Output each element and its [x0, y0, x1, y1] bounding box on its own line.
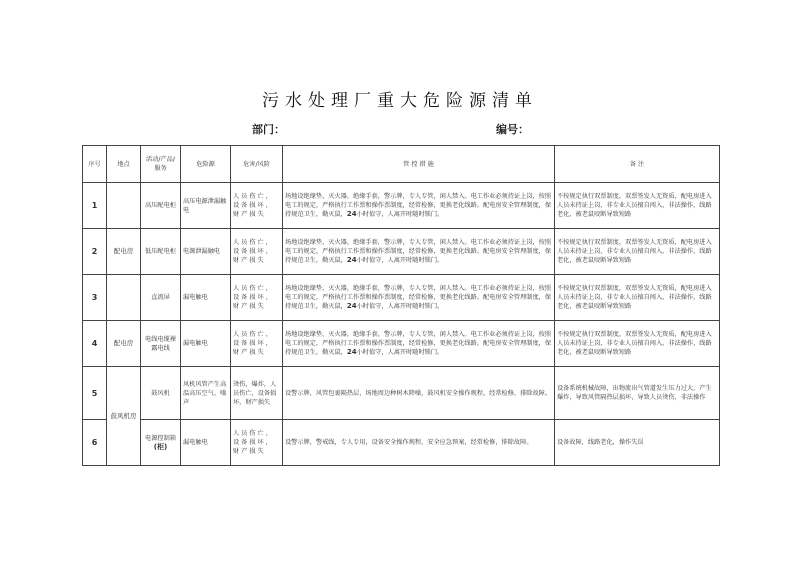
table-row [83, 321, 720, 367]
document-title: 污水处理厂重大危险源清单 [262, 91, 538, 111]
hazard-source-table [82, 145, 720, 466]
header-no: 序号 [83, 146, 107, 183]
row-risk: 烫伤，爆炸，人员伤亡，设备损坏，财产损失 [231, 367, 283, 420]
row-place: 配电房 [107, 321, 141, 367]
row-activity: 低压配电柜 [141, 229, 181, 275]
control-text-a: 场地设绝缘垫、灭火器，绝缘手套，警示牌，专人专管，闲人禁入。电工作业必须持证上岗，按照电工的规定，严格执行工作票和操作票制度，经常检修，更换老化线路。配电房安全管理制度，保持规范卫生，勤灭鼠， [285, 285, 552, 310]
row-hazard: 电源泄漏触电 [181, 229, 231, 275]
control-text-b: 24 [346, 302, 357, 310]
control-text-c: 小时值守，人离开时随时锁门。 [356, 303, 444, 310]
table-row [83, 229, 720, 275]
control-text-b: 24 [346, 348, 357, 356]
row-risk: 人员伤亡，设备损坏，财产损失 [231, 420, 283, 466]
row-note: 设备系统机械故障，出物流出气管道发生压力过大，产生爆炸，导致风管隔热层损坏，导致人员烫伤，非法操作 [555, 367, 720, 420]
row-place: 鼓风机房 [107, 367, 141, 466]
row-number: 6 [83, 420, 107, 466]
control-text-a: 场地设绝缘垫、灭火器，绝缘手套，警示牌，专人专管，闲人禁入。电工作业必须持证上岗，按照电工的规定，严格执行工作票和操作票制度，经常检修，更换老化线路。配电房安全管理制度，保持规范卫生，勤灭鼠， [285, 193, 552, 218]
table-header-row [83, 146, 720, 183]
row-number: 3 [83, 275, 107, 321]
row-place [107, 275, 141, 321]
header-controls: 管 控 措 施 [283, 146, 555, 183]
control-text-b: 24 [346, 256, 357, 264]
activity-text-a: 电源控制箱 [145, 434, 176, 442]
header-activity: 活动/产品/服务 [141, 146, 181, 183]
row-controls: 设警示牌，警戒线，专人专用，设备安全操作规程，安全应急预案，经常检修，排除故障。 [283, 420, 555, 466]
activity-text-b: (柜) [153, 442, 168, 451]
row-number: 4 [83, 321, 107, 367]
row-activity: 鼓风机 [141, 367, 181, 420]
row-risk: 人员伤亡，设备损坏，财产损失 [231, 229, 283, 275]
table-row [83, 183, 720, 229]
row-activity [141, 420, 181, 466]
control-text-a: 场地设绝缘垫、灭火器，绝缘手套，警示牌，专人专管，闲人禁入。电工作业必须持证上岗，按照电工的规定，严格执行工作票和操作票制度，经常检修，更换老化线路。配电房安全管理制度，保持规范卫生，勤灭鼠， [285, 331, 552, 356]
row-number: 2 [83, 229, 107, 275]
table-row [83, 420, 720, 466]
row-controls [283, 275, 555, 321]
row-controls [283, 321, 555, 367]
row-place [107, 183, 141, 229]
header-notes: 备 注 [555, 146, 720, 183]
header-risk: 危害/风险 [231, 146, 283, 183]
control-text-a: 场地设绝缘垫、灭火器，绝缘手套，警示牌，专人专管，闲人禁入。电工作业必须持证上岗，按照电工的规定，严格执行工作票和操作票制度，经常检修，更换老化线路。配电房安全管理制度，保持规范卫生，勤灭鼠， [285, 239, 552, 264]
control-text-b: 24 [346, 210, 357, 218]
row-number: 1 [83, 183, 107, 229]
row-place: 配电房 [107, 229, 141, 275]
row-controls: 设警示牌，风管包裹隔热层，场地周边种树木降噪，鼓风机安全操作规程，经常检修，排除故障。 [283, 367, 555, 420]
control-text-c: 小时值守，人离开时随时锁门。 [356, 349, 444, 356]
control-text-c: 小时值守，人离开时随时锁门。 [356, 257, 444, 264]
row-risk: 人员伤亡，设备损坏，财产损失 [231, 183, 283, 229]
code-number-label: 编号： [496, 123, 529, 136]
header-hazard: 危险源 [181, 146, 231, 183]
row-risk: 人员伤亡，设备损坏，财产损失 [231, 321, 283, 367]
row-hazard: 高压电源泄漏触电 [181, 183, 231, 229]
row-hazard: 漏电触电 [181, 321, 231, 367]
table-row [83, 275, 720, 321]
row-note: 不按规定执行双票制度，双票签发人无资质，配电房进入人员未持证上岗，非专业人员擅自闯入，非法操作，线路老化，被老鼠咬断导致短路 [555, 183, 720, 229]
department-label: 部门： [252, 123, 285, 136]
row-activity: 直流屏 [141, 275, 181, 321]
row-controls [283, 229, 555, 275]
row-hazard: 漏电触电 [181, 420, 231, 466]
row-hazard: 漏电触电 [181, 275, 231, 321]
header-place: 地点 [107, 146, 141, 183]
row-number: 5 [83, 367, 107, 420]
row-activity: 高压配电柜 [141, 183, 181, 229]
table-row [83, 367, 720, 420]
row-activity: 电线电缆裸露电线 [141, 321, 181, 367]
row-note: 不按规定执行双票制度，双票签发人无资质，配电房进入人员未持证上岗，非专业人员擅自闯入，非法操作，线路老化，被老鼠咬断导致短路 [555, 275, 720, 321]
row-hazard: 风机风管产生高温高压空气、噪声 [181, 367, 231, 420]
row-note: 设备故障，线路老化，操作失误 [555, 420, 720, 466]
row-risk: 人员伤亡，设备损坏，财产损失 [231, 275, 283, 321]
row-note: 不按规定执行双票制度，双票签发人无资质，配电房进入人员未持证上岗，非专业人员擅自闯入，非法操作，线路老化，被老鼠咬断导致短路 [555, 321, 720, 367]
row-note: 不按规定执行双票制度，双票签发人无资质，配电房进入人员未持证上岗，非专业人员擅自闯入，非法操作，线路老化，被老鼠咬断导致短路 [555, 229, 720, 275]
row-controls [283, 183, 555, 229]
control-text-c: 小时值守，人离开时随时锁门。 [356, 211, 444, 218]
